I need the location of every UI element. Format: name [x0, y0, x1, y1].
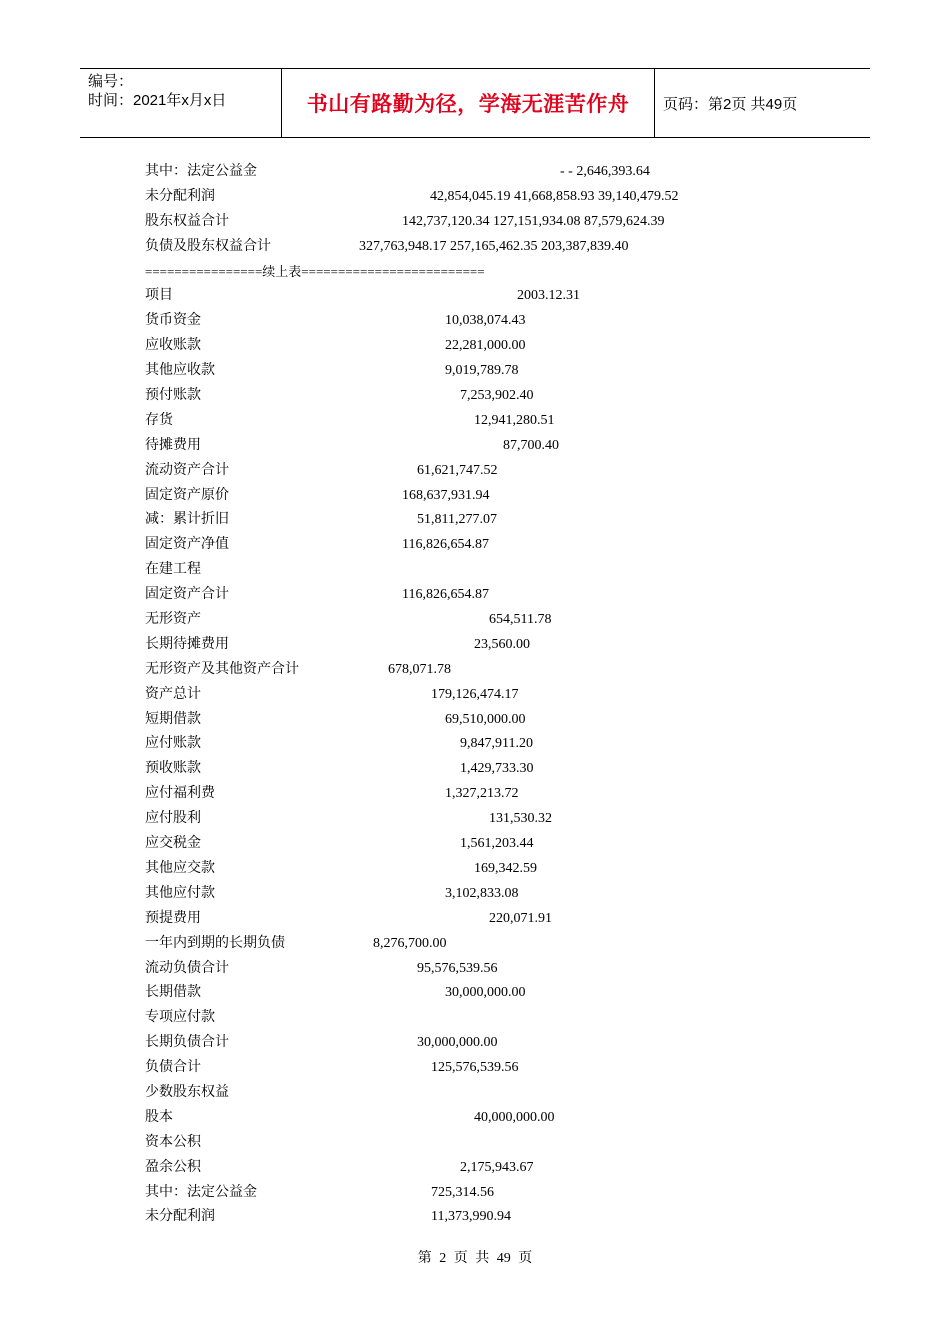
table-header-row: [145, 284, 580, 309]
item-value: 11,373,990.94: [431, 1209, 511, 1225]
row-label: 股东权益合计: [145, 213, 229, 229]
item-label: 一年内到期的长期负债: [145, 935, 285, 951]
table-row: [145, 1131, 485, 1156]
item-value: 725,314.56: [431, 1184, 494, 1200]
item-value: 10,038,074.43: [445, 313, 526, 329]
item-label: 负债合计: [145, 1060, 201, 1076]
code-label: 编号：: [88, 73, 134, 90]
item-label: 存货: [145, 412, 173, 428]
item-label: 待摊费用: [145, 437, 201, 453]
top-row: [145, 235, 629, 260]
item-label: 盈余公积: [145, 1159, 201, 1175]
table-row: [145, 484, 490, 509]
item-label: 专项应付款: [145, 1010, 215, 1026]
item-value: 30,000,000.00: [417, 1035, 498, 1051]
date-label: 时间：2021年x月x日: [88, 92, 227, 109]
table-row: [145, 1006, 485, 1031]
item-label: 减：累计折旧: [145, 512, 229, 528]
item-value: 8,276,700.00: [373, 935, 447, 951]
footer-text: 页: [453, 1251, 468, 1266]
date-column-header: 2003.12.31: [517, 288, 580, 304]
item-label: 固定资产原价: [145, 487, 229, 503]
table-row: [145, 359, 519, 384]
continuation-separator: ================续上表=========================: [145, 263, 485, 279]
top-row: [145, 210, 665, 235]
row-values: 327,763,948.17 257,165,462.35 203,387,839.40: [359, 238, 629, 254]
table-row: [145, 757, 534, 782]
item-label: 应收账款: [145, 338, 201, 354]
item-label: 货币资金: [145, 313, 201, 329]
page-footer: [0, 1247, 950, 1267]
item-label: 固定资产合计: [145, 587, 229, 603]
page-header: [80, 68, 870, 138]
table-row: [145, 658, 485, 683]
item-label: 股本: [145, 1109, 173, 1125]
item-value: 116,826,654.87: [402, 587, 489, 603]
table-row: [145, 334, 526, 359]
table-row: [145, 1106, 555, 1131]
table-row: [145, 807, 552, 832]
document-body: [145, 160, 679, 1230]
item-value: 9,019,789.78: [445, 363, 519, 379]
table-row: [145, 608, 552, 633]
table-row: [145, 434, 559, 459]
item-value: 168,637,931.94: [402, 487, 490, 503]
item-label: 其他应付款: [145, 885, 215, 901]
item-label: 应付账款: [145, 736, 201, 752]
item-value: 69,510,000.00: [445, 711, 526, 727]
item-label: 短期借款: [145, 711, 201, 727]
header-page-label: 页码：第2页 共49页: [663, 95, 798, 113]
item-value: 125,576,539.56: [431, 1060, 519, 1076]
table-row: [145, 857, 537, 882]
footer-text: 页: [518, 1251, 533, 1266]
item-value: 51,811,277.07: [417, 512, 497, 528]
table-row: [145, 882, 519, 907]
footer-total-pages: 49: [496, 1251, 511, 1266]
item-value: 23,560.00: [474, 636, 530, 652]
row-values: 42,854,045.19 41,668,858.93 39,140,479.52: [430, 188, 679, 204]
item-value: 61,621,747.52: [417, 462, 498, 478]
item-value: 169,342.59: [474, 860, 537, 876]
table-row: [145, 782, 519, 807]
item-value: 95,576,539.56: [417, 960, 498, 976]
item-value: 131,530.32: [489, 811, 552, 827]
item-label: 预付账款: [145, 388, 201, 404]
item-value: 40,000,000.00: [474, 1109, 555, 1125]
item-value: 179,126,474.17: [431, 686, 519, 702]
item-value: 1,561,203.44: [460, 836, 534, 852]
table-row: [145, 932, 485, 957]
table-row: [145, 583, 489, 608]
table-row: [145, 683, 519, 708]
row-values: 142,737,120.34 127,151,934.08 87,579,624.39: [402, 213, 665, 229]
item-label: 无形资产及其他资产合计: [145, 661, 299, 677]
table-row: [145, 907, 552, 932]
table-row: [145, 409, 555, 434]
item-value: 1,327,213.72: [445, 786, 519, 802]
item-label: 资产总计: [145, 686, 201, 702]
header-left-cell: [88, 72, 226, 110]
footer-text: 共: [475, 1251, 490, 1266]
item-value: 3,102,833.08: [445, 885, 519, 901]
row-label: 负债及股东权益合计: [145, 238, 271, 254]
item-label: 其他应交款: [145, 860, 215, 876]
table-row: [145, 832, 534, 857]
item-value: 220,071.91: [489, 910, 552, 926]
table-row: [145, 459, 498, 484]
table-row: [145, 708, 526, 733]
table-row: [145, 1031, 498, 1056]
table-row: [145, 1156, 534, 1181]
table-row: [145, 1056, 519, 1081]
table-row: [145, 1081, 485, 1106]
header-divider: [654, 69, 655, 137]
item-label: 预提费用: [145, 910, 201, 926]
item-label: 资本公积: [145, 1134, 201, 1150]
item-value: 654,511.78: [489, 612, 552, 628]
table-row: [145, 633, 530, 658]
footer-text: 第: [417, 1251, 432, 1266]
item-value: 87,700.40: [503, 437, 559, 453]
top-row: [145, 160, 650, 185]
item-value: 12,941,280.51: [474, 412, 555, 428]
item-label: 应交税金: [145, 836, 201, 852]
table-row: [145, 508, 497, 533]
item-value: 9,847,911.20: [460, 736, 533, 752]
item-value: 2,175,943.67: [460, 1159, 534, 1175]
item-label: 少数股东权益: [145, 1084, 229, 1100]
table-row: [145, 957, 498, 982]
table-row: [145, 1205, 511, 1230]
row-label: 未分配利润: [145, 188, 215, 204]
item-label: 流动负债合计: [145, 960, 229, 976]
header-slogan: 书山有路勤为径，学海无涯苦作舟: [306, 92, 630, 116]
top-row: [145, 185, 679, 210]
item-label: 无形资产: [145, 612, 201, 628]
item-column-header: 项目: [145, 288, 173, 304]
item-label: 其他应收款: [145, 363, 215, 379]
item-value: 678,071.78: [388, 661, 451, 677]
item-label: 预收账款: [145, 761, 201, 777]
row-label: 其中：法定公益金: [145, 164, 257, 179]
item-value: 22,281,000.00: [445, 338, 526, 354]
item-label: 在建工程: [145, 562, 201, 578]
item-value: 1,429,733.30: [460, 761, 534, 777]
item-label: 未分配利润: [145, 1209, 215, 1225]
footer-page-number: 2: [439, 1251, 447, 1266]
item-label: 其中：法定公益金: [145, 1184, 257, 1200]
item-value: 116,826,654.87: [402, 537, 489, 553]
item-label: 长期待摊费用: [145, 636, 229, 652]
table-row: [145, 1181, 494, 1206]
item-label: 应付股利: [145, 811, 201, 827]
item-label: 长期借款: [145, 985, 201, 1001]
table-row: [145, 309, 526, 334]
item-label: 长期负债合计: [145, 1035, 229, 1051]
item-label: 流动资产合计: [145, 462, 229, 478]
item-value: 30,000,000.00: [445, 985, 526, 1001]
table-row: [145, 533, 489, 558]
table-row: [145, 558, 485, 583]
table-row: [145, 981, 526, 1006]
table-row: [145, 384, 534, 409]
item-label: 应付福利费: [145, 786, 215, 802]
item-label: 固定资产净值: [145, 537, 229, 553]
item-value: 7,253,902.40: [460, 388, 534, 404]
row-values: - - 2,646,393.64: [560, 164, 650, 179]
table-row: [145, 732, 533, 757]
